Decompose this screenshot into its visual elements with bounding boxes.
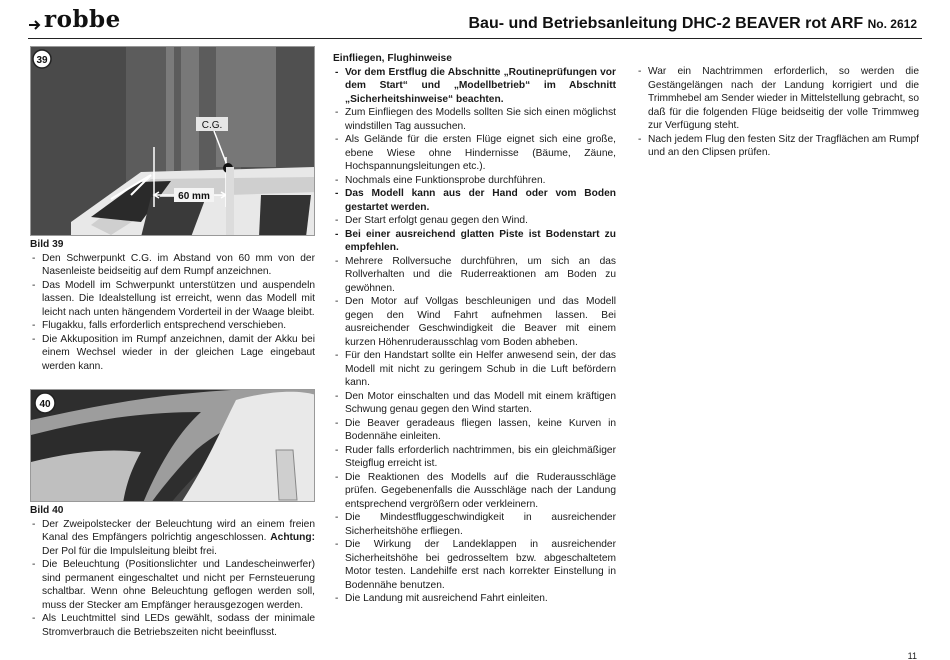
figure-40-photo [30, 389, 315, 502]
list-item: - Das Modell kann aus der Hand oder vom Boden gestartet werden. [333, 187, 616, 214]
figure-40-caption: Bild 40 [30, 505, 64, 516]
header-rule [28, 38, 922, 39]
list-item: - Ruder falls erforderlich nachtrimmen, bis ein gleichmäßiger Steigflug erreicht ist. [333, 444, 616, 471]
section-title: Einfliegen, Flughinweise [333, 53, 452, 64]
list-item: - Mehrere Rollversuche durchführen, um sich an das Rollverhalten und die Ruderreaktionen am Boden zu gewöhnen. [333, 255, 616, 296]
figure-39-photo [30, 46, 315, 236]
robbe-logo [28, 6, 121, 33]
list-item: - Nach jedem Flug den festen Sitz der Tragflächen am Rumpf und an den Clipsen prüfen. [636, 133, 919, 160]
list-item: - Als Leuchtmittel sind LEDs gewählt, sodass der minimale Stromverbrauch die Betriebszeiten nicht beeinflusst. [30, 612, 315, 639]
list-item: - Die Wirkung der Landeklappen in ausreichender Sicherheitshöhe bei gedrosseltem bzw. abgeschaltetem Motor testen. Landehilfe erst nach korrekter Einstellung in Bodennähe benutzen. [333, 538, 616, 592]
brand-name: robbe [44, 6, 121, 33]
list-item: - Flugakku, falls erforderlich entsprechend verschieben. [30, 319, 315, 333]
list-item: - Nochmals eine Funktionsprobe durchführen. [333, 174, 616, 188]
document-title [469, 15, 918, 33]
warning-label: Achtung: [270, 532, 315, 543]
list-item: - Bei einer ausreichend glatten Piste ist Bodenstart zu empfehlen. [333, 228, 616, 255]
list-item: - Die Reaktionen des Modells auf die Ruderausschläge prüfen. Gegebenenfalls die Ausschläge nach der Landung entsprechend vergrößern oder verkleinern. [333, 471, 616, 512]
title-text: Bau- und Betriebsanleitung DHC-2 BEAVER rot ARF [468, 15, 864, 32]
list-item: - Die Mindestfluggeschwindigkeit in ausreichender Sicherheitshöhe erfliegen. [333, 511, 616, 538]
list-item: - Für den Handstart sollte ein Helfer anwesend sein, der das Modell mit nicht zu geringem Schub in die Luft befördern kann. [333, 349, 616, 390]
list-item: - Das Modell im Schwerpunkt unterstützen und auspendeln lassen. Die Idealstellung ist erreicht, wenn das Modell mit leicht nach unten hängendem Vorderteil in der Waage bleibt. [30, 279, 315, 320]
list-item: - Den Motor auf Vollgas beschleunigen und das Modell gegen den Wind Fahrt aufnehmen lassen. Bei ausreichender Geschwindigkeit die Beaver mit einem kurzen Höhenruderausschlag vom Boden abheben. [333, 295, 616, 349]
list-item: - Den Schwerpunkt C.G. im Abstand von 60 mm von der Nasenleiste beidseitig auf dem Rumpf anzeichnen. [30, 252, 315, 279]
logo-arrow-icon [28, 17, 42, 31]
figure-39-caption: Bild 39 [30, 239, 64, 250]
list-item: - War ein Nachtrimmen erforderlich, so werden die Gestängelängen nach der Landung korrigiert und die Trimmhebel am Sender wieder in Mittelstellung gebracht, so daß für die folgenden Flüge beidseitig der volle Trimmweg zur Verfügung steht. [636, 65, 919, 133]
list-item: - Zum Einfliegen des Modells sollten Sie sich einen möglichst windstillen Tag aussuchen. [333, 106, 616, 133]
list-item: - Die Akkuposition im Rumpf anzeichnen, damit der Akku bei einem Wechsel wieder in der gleichen Lage eingebaut werden kann. [30, 333, 315, 374]
list-item: - Den Motor einschalten und das Modell mit einem kräftigen Schwung genau gegen den Wind starten. [333, 390, 616, 417]
trim-notes [636, 65, 919, 160]
list-item: - Die Beleuchtung (Positionslichter und Landescheinwerfer) sind permanent eingeschaltet und nicht per Fernsteuerung schaltbar. Wenn ohne Beleuchtung geflogen werden soll, muss der Stecker am Empfänger herausgezogen werden. [30, 558, 315, 612]
list-item-text: Der Zweipolstecker der Beleuchtung wird an einem freien Kanal des Empfängers polrichtig angeschlossen. [42, 518, 315, 543]
warning-text: Der Pol für die Impulsleitung bleibt frei. [42, 545, 217, 557]
list-item: - Der Start erfolgt genau gegen den Wind. [333, 214, 616, 228]
list-item [30, 518, 315, 559]
figure-40-text [30, 504, 315, 639]
dimension-label: 60 mm [178, 191, 210, 202]
list-item: - Die Beaver geradeaus fliegen lassen, keine Kurven in Bodennähe einleiten. [333, 417, 616, 444]
figure-39-badge: 39 [36, 55, 48, 66]
list-item: - Vor dem Erstflug die Abschnitte „Routineprüfungen vor dem Start“ und „Modellbetrieb“ im Abschnitt „Sicherheitshinweise“ beachten. [333, 66, 616, 107]
list-item: - Die Landung mit ausreichend Fahrt einleiten. [333, 592, 616, 606]
cg-label: C.G. [201, 120, 223, 131]
list-item: - Als Gelände für die ersten Flüge eignet sich eine große, ebene Wiese ohne Hindernisse (Bäume, Zäune, Hochspannungsleitungen etc.). [333, 133, 616, 174]
page-number: 11 [907, 651, 917, 660]
figure-40-badge: 40 [39, 399, 51, 410]
flight-list [333, 66, 616, 606]
flight-instructions [333, 52, 616, 606]
article-number: No. 2612 [867, 17, 917, 31]
figure-39-text [30, 238, 315, 373]
